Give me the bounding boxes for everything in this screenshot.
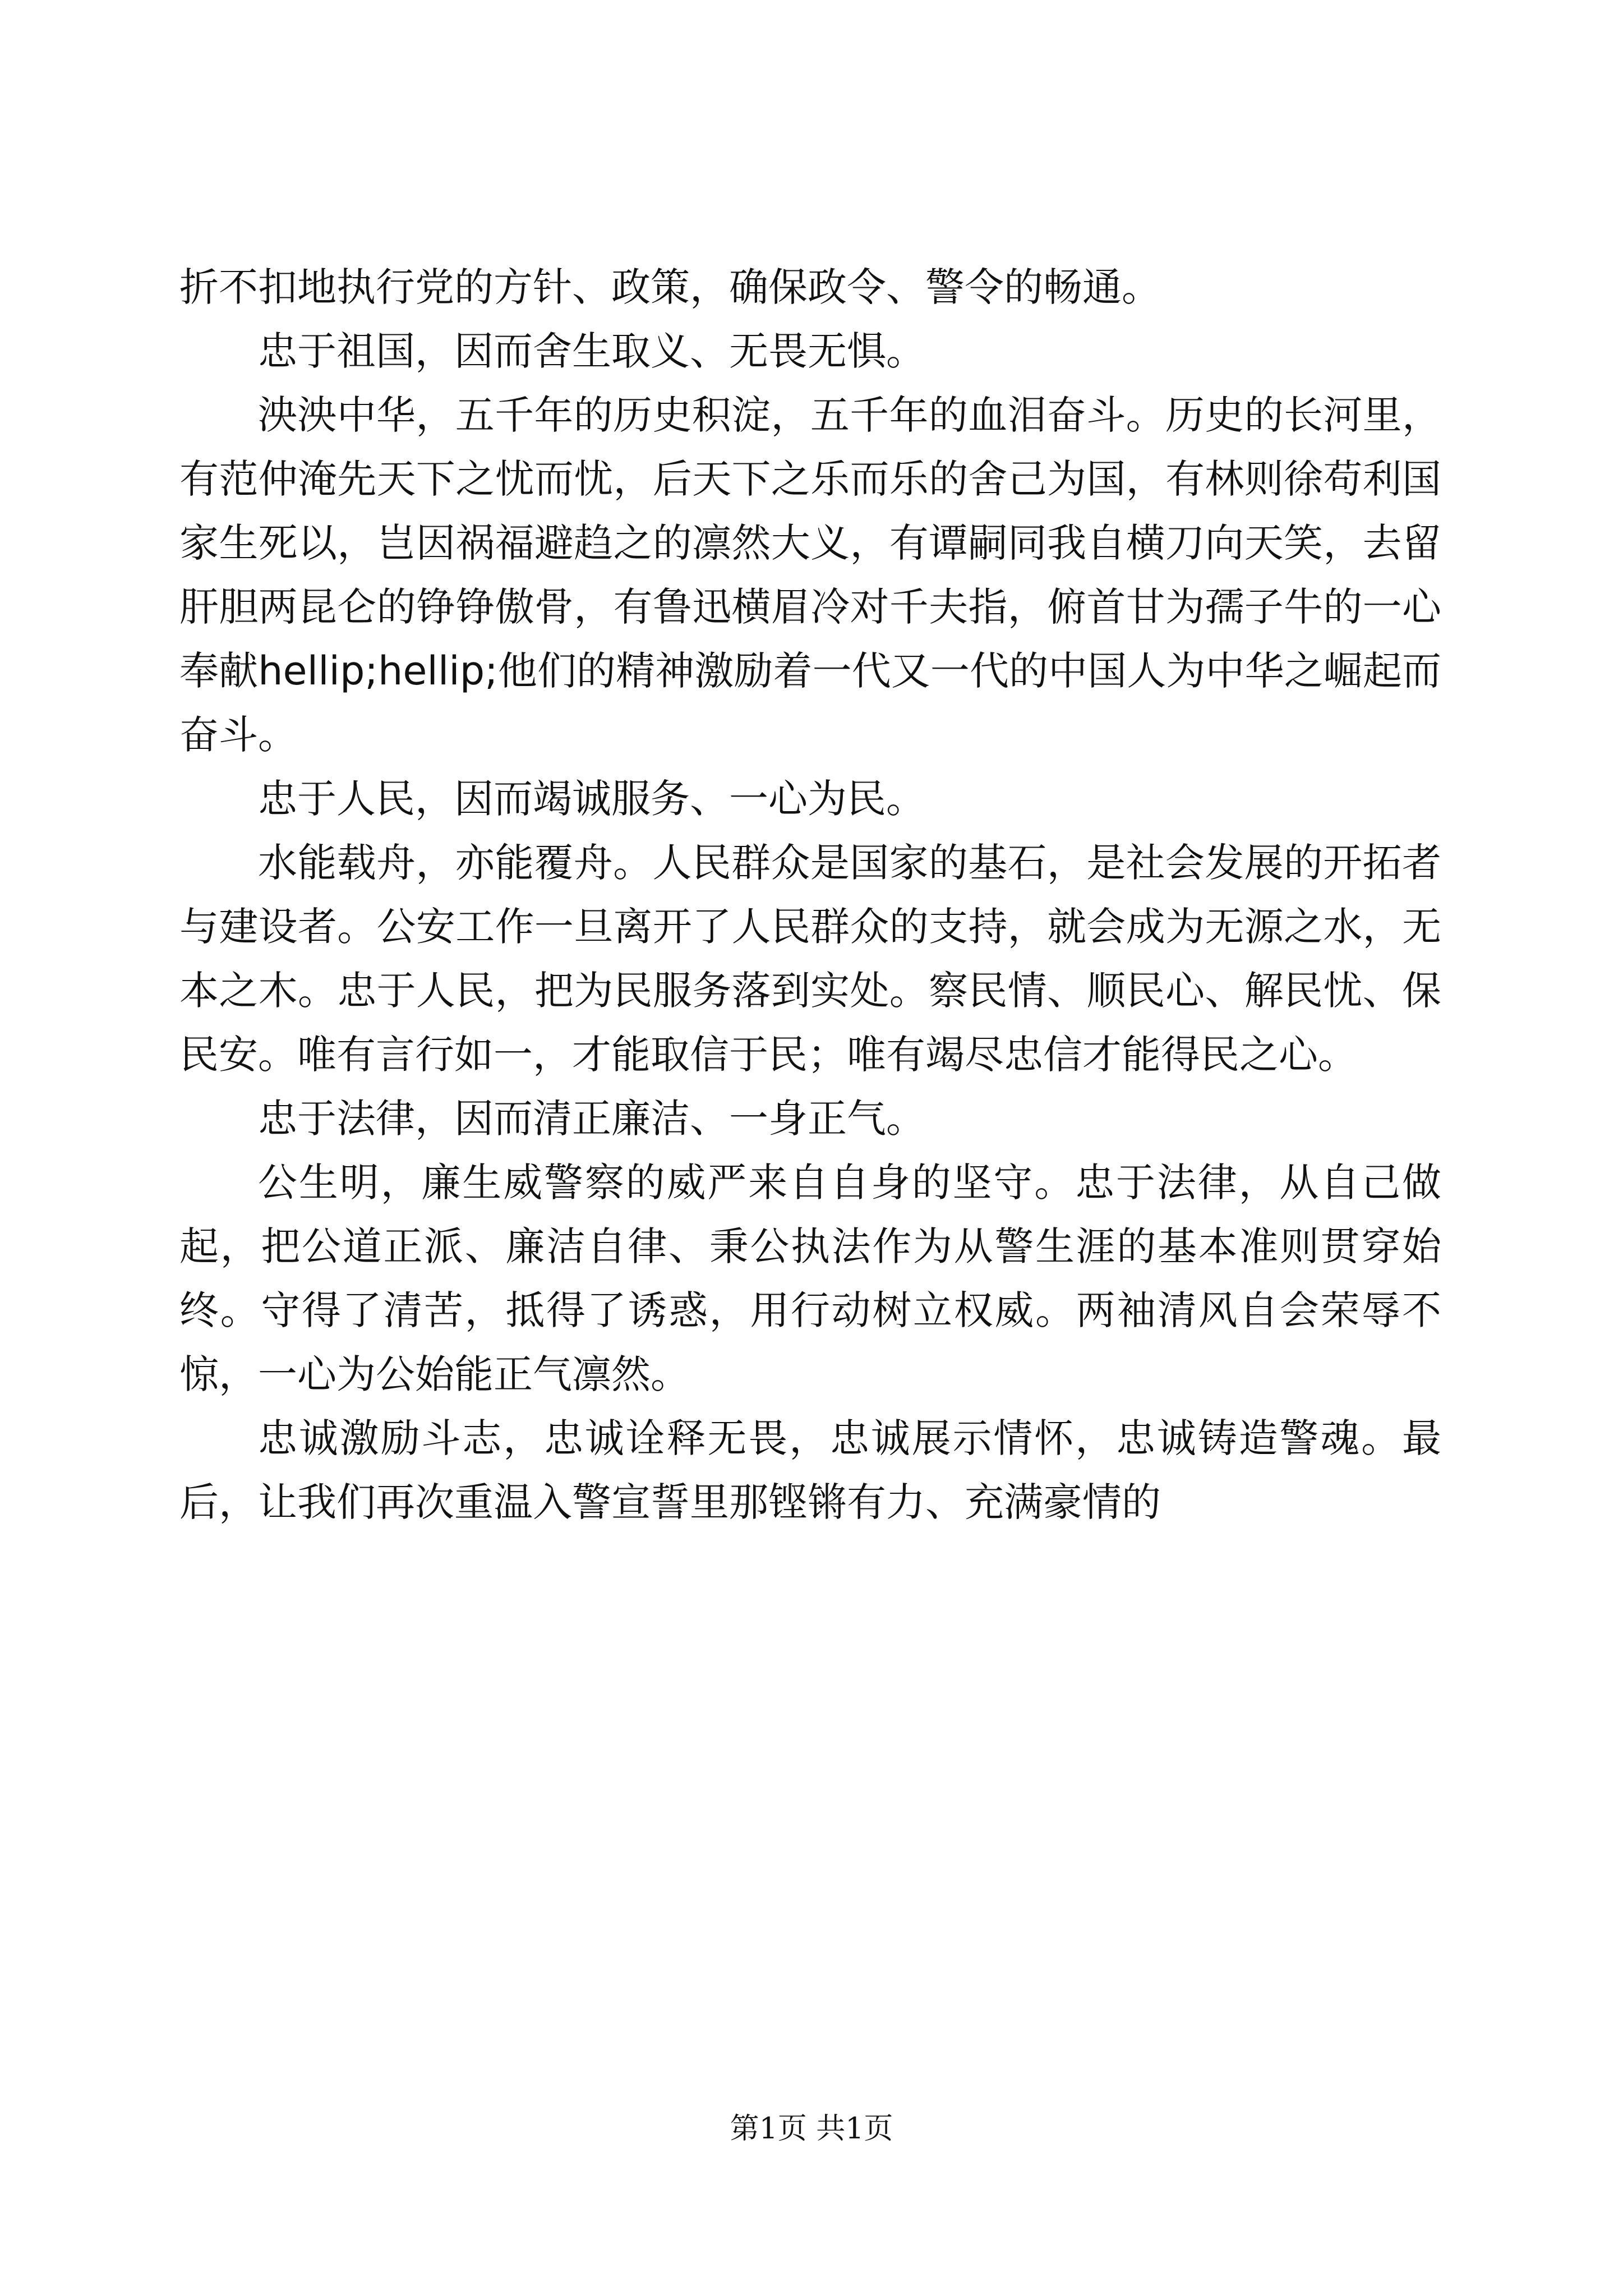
paragraph-history: 泱泱中华，五千年的历史积淀，五千年的血泪奋斗。历史的长河里，有范仲淹先天下之忧而忧，后天下之乐而乐的舍己为国，有林则徐苟利国家生死以，岂因祸福避趋之的凛然大义，有谭嗣同我自横刀向天笑，去留肝胆两昆仑的铮铮傲骨，有鲁迅横眉冷对千夫指，俯首甘为孺子牛的一心奉献hellip;hellip;他们的精神激励着一代又一代的中国人为中华之崛起而奋斗。: [179, 392, 1441, 758]
paragraph-heading-law: 忠于法律，因而清正廉洁、一身正气。: [258, 1096, 925, 1142]
paragraph-heading-people: 忠于人民，因而竭诚服务、一心为民。: [258, 776, 925, 822]
page-footer: [0, 2109, 1623, 2148]
document-body: [179, 255, 1441, 1534]
paragraph-law: 公生明，廉生威警察的威严来自自身的坚守。忠于法律，从自己做起，把公道正派、廉洁自律、秉公执法作为从警生涯的基本准则贯穿始终。守得了清苦，抵得了诱惑，用行动树立权威。两袖清风自会荣辱不惊，一心为公始能正气凛然。: [179, 1159, 1441, 1397]
paragraph-continued: 折不扣地执行党的方针、政策，确保政令、警令的畅通。: [179, 264, 1161, 310]
paragraph-conclusion: 忠诚激励斗志，忠诚诠释无畏，忠诚展示情怀，忠诚铸造警魂。最后，让我们再次重温入警宣誓里那铿锵有力、充满豪情的: [179, 1415, 1441, 1525]
page-number: 第1页 共1页: [730, 2112, 893, 2146]
paragraph-heading-motherland: 忠于祖国，因而舍生取义、无畏无惧。: [258, 328, 925, 374]
paragraph-people: 水能载舟，亦能覆舟。人民群众是国家的基石，是社会发展的开拓者与建设者。公安工作一旦离开了人民群众的支持，就会成为无源之水，无本之木。忠于人民，把为民服务落到实处。察民情、顺民心、解民忧、保民安。唯有言行如一，才能取信于民；唯有竭尽忠信才能得民之心。: [179, 840, 1441, 1078]
